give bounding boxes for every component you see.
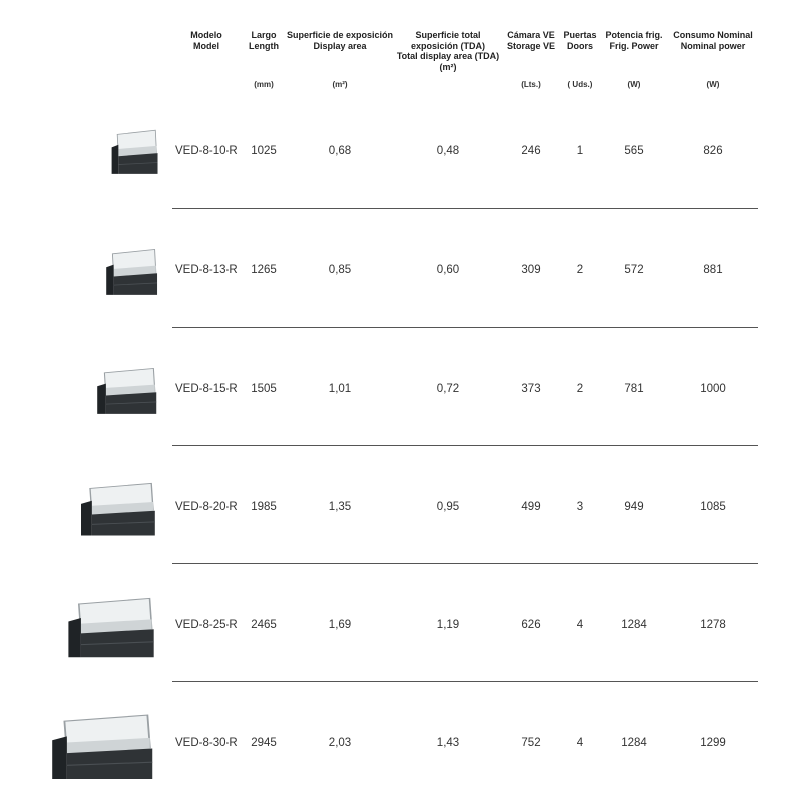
- cell-length: 2465: [251, 619, 277, 631]
- cell-display-area: 2,03: [328, 737, 352, 749]
- cell-frig-power: 1284: [621, 619, 647, 631]
- display-case-icon: [58, 590, 162, 660]
- cell-model: VED-8-30-R: [175, 737, 238, 749]
- header-tda-line1: Superficie total: [415, 30, 481, 40]
- cell-nominal-power: 826: [703, 145, 723, 157]
- cell-storage: 499: [521, 501, 541, 513]
- header-frig-power-es: Potencia frig.: [605, 30, 663, 40]
- cell-length: 2945: [251, 737, 277, 749]
- cell-storage: 373: [521, 383, 541, 395]
- cell-nominal-power: 1000: [700, 383, 726, 395]
- cell-tda: 0,60: [436, 264, 460, 276]
- row-divider: [172, 327, 758, 328]
- cell-length: 1985: [251, 501, 277, 513]
- table-row: [0, 684, 800, 802]
- cell-length: 1505: [251, 383, 277, 395]
- cell-frig-power: 572: [624, 264, 644, 276]
- header-frig-power-en: Frig. Power: [609, 40, 659, 51]
- header-nominal-power: [666, 30, 760, 51]
- display-case-icon: [40, 706, 162, 782]
- header-display-area-es: Superficie de exposición: [286, 30, 394, 40]
- header-total-display-area: [378, 30, 518, 72]
- row-divider: [172, 208, 758, 209]
- row-divider: [172, 445, 758, 446]
- cell-doors: 4: [576, 619, 584, 631]
- cell-storage: 752: [521, 737, 541, 749]
- header-tda-unit: (m²): [439, 61, 457, 72]
- cell-frig-power: 565: [624, 145, 644, 157]
- display-case-icon: [72, 476, 162, 538]
- header-storage: [503, 30, 559, 51]
- header-doors-en: Doors: [566, 40, 593, 51]
- cell-display-area: 1,69: [328, 619, 352, 631]
- header-display-area-en: Display area: [313, 40, 367, 51]
- header-doors-es: Puertas: [563, 30, 597, 40]
- unit-display-area: (m²): [332, 80, 348, 89]
- cell-frig-power: 1284: [621, 737, 647, 749]
- table-row: [0, 92, 800, 210]
- cell-model: VED-8-15-R: [175, 383, 238, 395]
- header-model-es: Modelo: [190, 30, 222, 40]
- header-storage-es: Cámara VE: [507, 30, 555, 40]
- cell-nominal-power: 1085: [700, 501, 726, 513]
- cell-storage: 246: [521, 145, 541, 157]
- cell-display-area: 0,68: [328, 145, 352, 157]
- cell-nominal-power: 881: [703, 264, 723, 276]
- cell-tda: 0,95: [436, 501, 460, 513]
- header-nominal-power-es: Consumo Nominal: [673, 30, 753, 40]
- cell-tda: 1,43: [436, 737, 460, 749]
- header-nominal-power-en: Nominal power: [680, 40, 746, 51]
- cell-nominal-power: 1299: [700, 737, 726, 749]
- header-length-en: Length: [249, 40, 279, 51]
- header-tda-line3: Total display area (TDA): [396, 51, 500, 61]
- header-length-es: Largo: [251, 30, 277, 40]
- cell-frig-power: 781: [624, 383, 644, 395]
- cell-doors: 3: [576, 501, 584, 513]
- cell-doors: 1: [576, 145, 584, 157]
- display-case-icon: [100, 243, 162, 297]
- header-model-en: Model: [193, 40, 219, 51]
- table-row: [0, 448, 800, 566]
- cell-model: VED-8-10-R: [175, 145, 238, 157]
- header-model: [178, 30, 234, 51]
- unit-length: (mm): [254, 80, 274, 89]
- unit-storage: (Lts.): [521, 80, 541, 89]
- cell-tda: 1,19: [436, 619, 460, 631]
- table-row: [0, 566, 800, 684]
- cell-storage: 309: [521, 264, 541, 276]
- display-case-icon: [90, 362, 162, 416]
- cell-model: VED-8-25-R: [175, 619, 238, 631]
- display-case-icon: [106, 124, 162, 176]
- header-tda-line2: exposición (TDA): [410, 40, 485, 51]
- unit-doors: ( Uds.): [567, 80, 593, 89]
- cell-length: 1025: [251, 145, 277, 157]
- cell-storage: 626: [521, 619, 541, 631]
- table-row: [0, 330, 800, 448]
- cell-model: VED-8-13-R: [175, 264, 238, 276]
- cell-frig-power: 949: [624, 501, 644, 513]
- unit-frig-power: (W): [627, 80, 641, 89]
- cell-doors: 2: [576, 383, 584, 395]
- cell-display-area: 1,35: [328, 501, 352, 513]
- header-storage-en: Storage VE: [506, 40, 555, 51]
- header-frig-power: [600, 30, 668, 51]
- unit-nominal-power: (W): [706, 80, 720, 89]
- table-row: [0, 211, 800, 329]
- cell-display-area: 1,01: [328, 383, 352, 395]
- row-divider: [172, 563, 758, 564]
- cell-doors: 4: [576, 737, 584, 749]
- row-divider: [172, 681, 758, 682]
- cell-tda: 0,48: [436, 145, 460, 157]
- header-doors: [558, 30, 602, 51]
- cell-model: VED-8-20-R: [175, 501, 238, 513]
- cell-length: 1265: [251, 264, 277, 276]
- cell-tda: 0,72: [436, 383, 460, 395]
- header-length: [244, 30, 284, 51]
- cell-nominal-power: 1278: [700, 619, 726, 631]
- cell-display-area: 0,85: [328, 264, 352, 276]
- cell-doors: 2: [576, 264, 584, 276]
